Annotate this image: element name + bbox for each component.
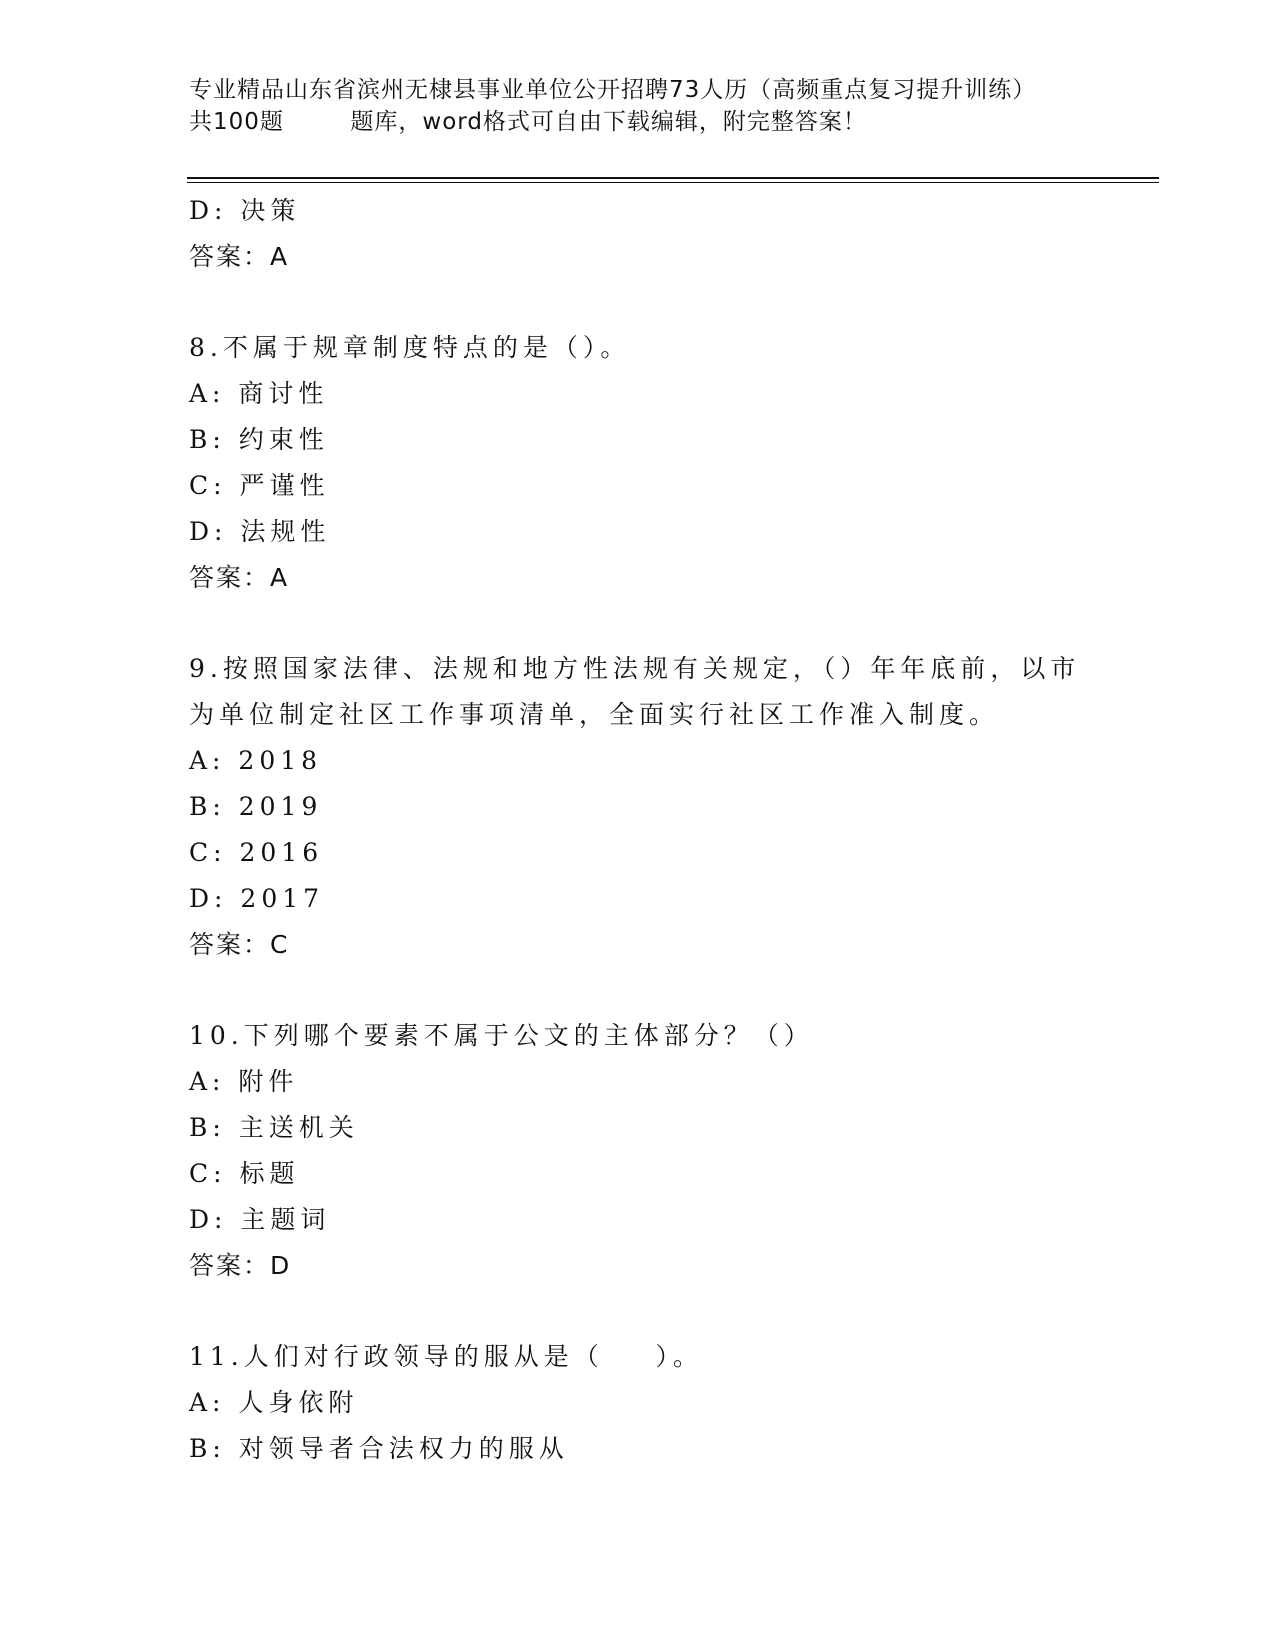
question-10 (189, 1013, 1089, 1289)
header-divider-thin (187, 182, 1159, 183)
question-11 (189, 1334, 1089, 1472)
option-b: B: 约束性 (189, 425, 329, 454)
answer-line: 答案：A (189, 242, 290, 271)
option-c: C: 严谨性 (189, 471, 330, 500)
option-b: B: 对领导者合法权力的服从 (189, 1434, 569, 1463)
question-stem: 8.不属于规章制度特点的是（）。 (189, 333, 631, 362)
spacer (189, 968, 1089, 1013)
question-stem-line-1: 9.按照国家法律、法规和地方性法规有关规定，（）年年底前，以市 (189, 654, 1081, 683)
question-stem: 10.下列哪个要素不属于公文的主体部分？（） (189, 1021, 814, 1050)
question-8 (189, 325, 1089, 601)
question-9 (189, 646, 1089, 968)
option-d: D: 法规性 (189, 517, 331, 546)
option-d: D: 2017 (189, 884, 325, 913)
spacer (189, 1289, 1089, 1334)
option-a: A: 2018 (189, 746, 323, 775)
answer-line: 答案：C (189, 930, 290, 959)
header-divider-thick (187, 177, 1159, 179)
option-b: B: 2019 (189, 792, 323, 821)
spacer (189, 280, 1089, 325)
option-d: D: 主题词 (189, 1205, 331, 1234)
answer-line: 答案：D (189, 1251, 292, 1280)
page-header (189, 74, 1089, 138)
option-a: A: 人身依附 (189, 1388, 359, 1417)
option-a: A: 附件 (189, 1067, 299, 1096)
option-c: C: 标题 (189, 1159, 300, 1188)
question-list (189, 188, 1089, 1472)
question-stem-line-2: 为单位制定社区工作事项清单，全面实行社区工作准入制度。 (189, 700, 1000, 729)
header-title-line-1: 专业精品山东省滨州无棣县事业单位公开招聘73人历（高频重点复习提升训练） (189, 77, 1037, 103)
answer-line: 答案：A (189, 563, 290, 592)
header-title-line-2: 共100题 题库，word格式可自由下载编辑，附完整答案！ (189, 109, 867, 135)
option-c: C: 2016 (189, 838, 324, 867)
option-b: B: 主送机关 (189, 1113, 359, 1142)
question-stem: 11.人们对行政领导的服从是（ ）。 (189, 1342, 704, 1371)
previous-question-fragment (189, 188, 1089, 280)
option-a: A: 商讨性 (189, 379, 329, 408)
spacer (189, 601, 1089, 646)
option-d: D: 决策 (189, 196, 301, 225)
